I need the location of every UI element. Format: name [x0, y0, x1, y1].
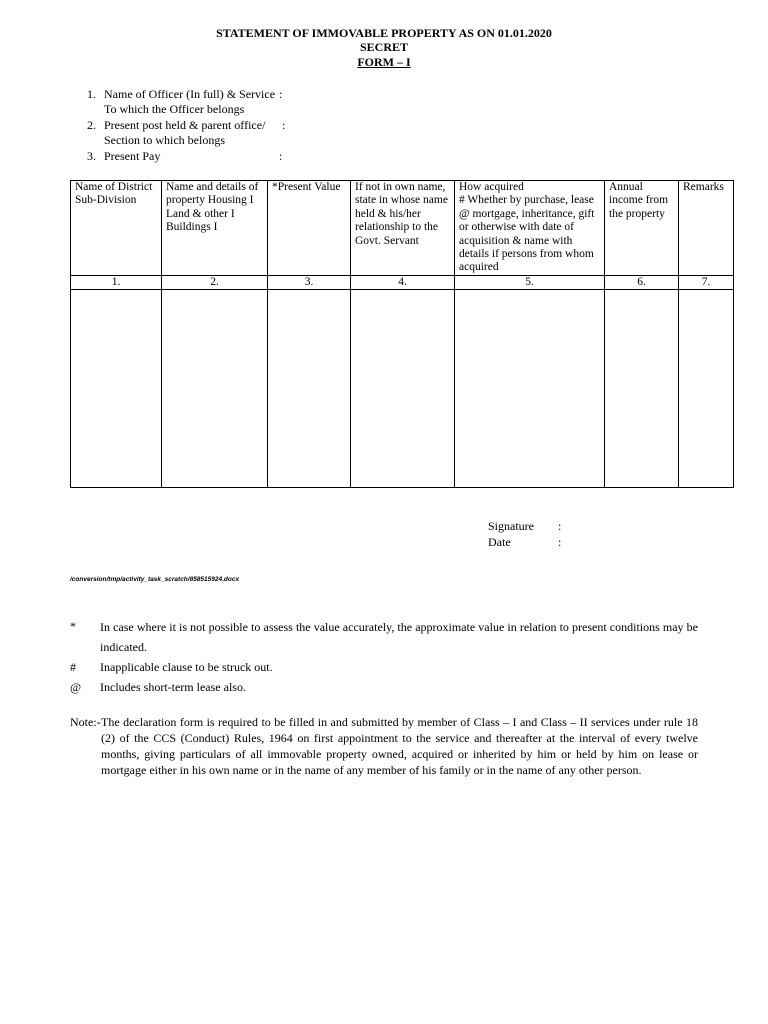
field-1-number: 1. — [87, 87, 96, 101]
field-3-number: 3. — [87, 149, 96, 163]
field-1-label-line1: Name of Officer (In full) & Service — [104, 87, 276, 101]
entry-cell-remarks[interactable] — [679, 289, 734, 487]
col-number-1: 1. — [71, 275, 162, 289]
classification-label: SECRET — [359, 40, 409, 54]
col-header-district: Name of District Sub-Division — [71, 181, 162, 276]
footnote-symbol-hash: # — [70, 660, 76, 674]
footnote-hash-text: Inapplicable clause to be struck out. — [100, 660, 273, 674]
col-number-6: 6. — [605, 275, 679, 289]
signature-colon: : — [558, 519, 562, 533]
date-colon: : — [558, 535, 562, 549]
footnote-asterisk-text: In case where it is not possible to assess the value accurately, the approximate value in relation to present conditions may be indicated. — [100, 620, 698, 654]
form-title: STATEMENT OF IMMOVABLE PROPERTY AS ON 01.01.2020 — [216, 26, 552, 40]
table-entry-row — [71, 289, 734, 487]
field-3-label: Present Pay — [104, 149, 161, 163]
col-header-property-details: Name and details of property Housing I Land & other I Buildings I — [162, 181, 268, 276]
footnote-at-text: Includes short-term lease also. — [100, 680, 246, 694]
field-2-label-line1: Present post held & parent office/ — [104, 118, 266, 132]
note-text: The declaration form is required to be filled in and submitted by member of Class – I and Class – II services under rule 18 (2) of the CCS (Conduct) Rules, 1964 on first appointment to the service and thereafter at the interval of every twelve months, giving particulars of all immovable property owned, acquired or inherited by him or held by him on lease or mortgage either in his own name or in the name of any member of his family or in the name of any other person. — [101, 715, 698, 777]
entry-cell-district[interactable] — [71, 289, 162, 487]
col-header-present-value: *Present Value — [268, 181, 351, 276]
form-number-text: FORM – I — [357, 55, 411, 69]
note-label: Note:- — [70, 715, 101, 729]
field-2-number: 2. — [87, 118, 96, 132]
field-2-label-line2: Section to which belongs — [104, 133, 225, 147]
field-2-colon: : — [282, 118, 286, 132]
entry-cell-property-details[interactable] — [162, 289, 268, 487]
field-3-colon: : — [279, 149, 283, 163]
col-number-7: 7. — [679, 275, 734, 289]
table-header-row — [71, 181, 734, 276]
footnote-symbol-asterisk: * — [70, 619, 76, 633]
col-header-annual-income: Annual income from the property — [605, 181, 679, 276]
entry-cell-annual-income[interactable] — [605, 289, 679, 487]
col-header-remarks: Remarks — [679, 181, 734, 276]
entry-cell-whose-name[interactable] — [351, 289, 455, 487]
col-number-5: 5. — [455, 275, 605, 289]
date-label: Date — [488, 535, 511, 549]
footnote-symbol-at: @ — [70, 680, 82, 694]
col-number-3: 3. — [268, 275, 351, 289]
file-path: /conversion/tmp/activity_task_scratch/858515924.docx — [70, 576, 240, 583]
col-number-2: 2. — [162, 275, 268, 289]
form-number — [0, 56, 768, 69]
entry-cell-present-value[interactable] — [268, 289, 351, 487]
col-header-whose-name: If not in own name, state in whose name held & his/her relationship to the Govt. Servant — [351, 181, 455, 276]
entry-cell-how-acquired[interactable] — [455, 289, 605, 487]
signature-label: Signature — [488, 519, 534, 533]
field-1-label-line2: To which the Officer belongs — [104, 102, 245, 116]
table-number-row — [71, 275, 734, 289]
property-table — [70, 180, 734, 488]
field-1-colon: : — [279, 87, 283, 101]
col-number-4: 4. — [351, 275, 455, 289]
col-header-how-acquired: How acquired # Whether by purchase, lease @ mortgage, inheritance, gift or otherwise with date of acquisition & name with details if persons from whom acquired — [455, 181, 605, 276]
